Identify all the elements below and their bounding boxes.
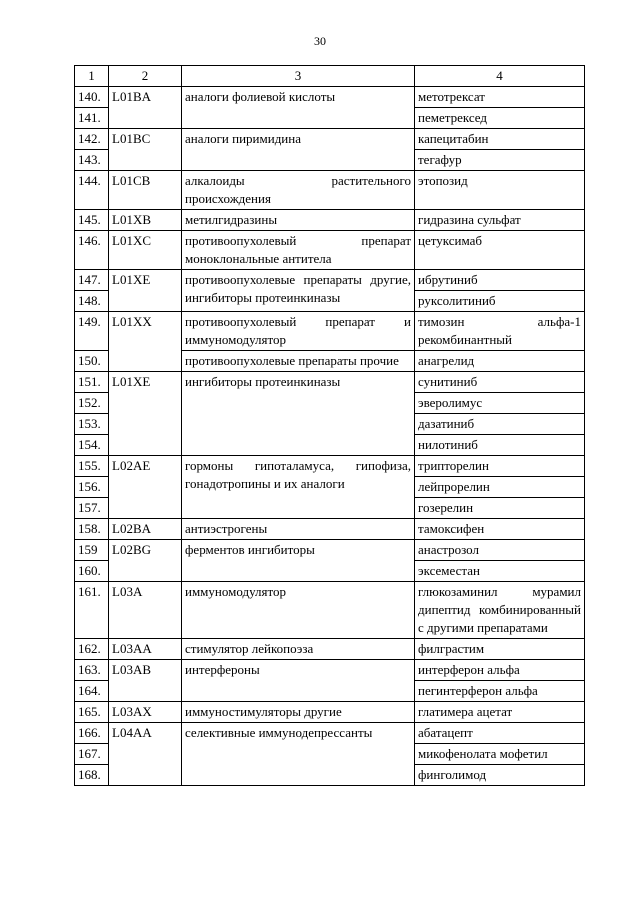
row-number: 151. [75, 372, 109, 393]
row-number: 168. [75, 765, 109, 786]
header-col-1: 1 [75, 66, 109, 87]
atc-code: L01BA [109, 87, 182, 129]
table-row [75, 210, 585, 231]
row-number: 148. [75, 291, 109, 312]
drug-name: трипторелин [415, 456, 585, 477]
atc-code: L02BG [109, 540, 182, 582]
table-row [75, 723, 585, 744]
atc-code: L03AX [109, 702, 182, 723]
atc-code: L01CB [109, 171, 182, 210]
table-row [75, 582, 585, 639]
drug-name: анастрозол [415, 540, 585, 561]
drug-group: интерфероны [182, 660, 415, 702]
row-number: 141. [75, 108, 109, 129]
drug-group: противоопухолевый препарат и иммуномодулятор [182, 312, 415, 351]
drug-group: стимулятор лейкопоэза [182, 639, 415, 660]
header-col-4: 4 [415, 66, 585, 87]
header-col-3: 3 [182, 66, 415, 87]
row-number: 146. [75, 231, 109, 270]
drug-name: глатимера ацетат [415, 702, 585, 723]
drug-group: метилгидразины [182, 210, 415, 231]
atc-code: L01XE [109, 372, 182, 456]
page-number: 30 [314, 34, 326, 48]
row-number: 159 [75, 540, 109, 561]
drug-name: цетуксимаб [415, 231, 585, 270]
drug-name: абатацепт [415, 723, 585, 744]
drug-name: пегинтерферон альфа [415, 681, 585, 702]
drug-name: филграстим [415, 639, 585, 660]
drug-name: капецитабин [415, 129, 585, 150]
row-number: 165. [75, 702, 109, 723]
row-number: 158. [75, 519, 109, 540]
drug-name: нилотиниб [415, 435, 585, 456]
row-number: 167. [75, 744, 109, 765]
drug-group: противоопухолевые препараты другие, ингибиторы протеинкиназы [182, 270, 415, 312]
drug-group: иммуномодулятор [182, 582, 415, 639]
atc-code: L01XB [109, 210, 182, 231]
row-number: 140. [75, 87, 109, 108]
atc-code: L04AA [109, 723, 182, 786]
table-row [75, 660, 585, 681]
drug-name: эверолимус [415, 393, 585, 414]
table-row [75, 372, 585, 393]
atc-code: L02BA [109, 519, 182, 540]
table-row [75, 519, 585, 540]
drug-group: ферментов ингибиторы [182, 540, 415, 582]
drug-group: иммуностимуляторы другие [182, 702, 415, 723]
drug-name: глюкозаминил мурамил дипептид комбинированный с другими препаратами [415, 582, 585, 639]
drug-name: метотрексат [415, 87, 585, 108]
drug-name: лейпрорелин [415, 477, 585, 498]
table-row [75, 312, 585, 351]
atc-code: L03AB [109, 660, 182, 702]
row-number: 149. [75, 312, 109, 351]
drug-name: анагрелид [415, 351, 585, 372]
atc-code: L01XC [109, 231, 182, 270]
row-number: 145. [75, 210, 109, 231]
table-row [75, 702, 585, 723]
table-row [75, 87, 585, 108]
drug-group: алкалоиды растительного происхождения [182, 171, 415, 210]
row-number: 164. [75, 681, 109, 702]
drug-name: микофенолата мофетил [415, 744, 585, 765]
drug-name: гозерелин [415, 498, 585, 519]
table-row [75, 270, 585, 291]
row-number: 154. [75, 435, 109, 456]
row-number: 153. [75, 414, 109, 435]
atc-code: L03AA [109, 639, 182, 660]
drug-name: финголимод [415, 765, 585, 786]
drug-name: ибрутиниб [415, 270, 585, 291]
atc-code: L02AE [109, 456, 182, 519]
table-row [75, 540, 585, 561]
drug-group: аналоги фолиевой кислоты [182, 87, 415, 129]
row-number: 144. [75, 171, 109, 210]
header-col-2: 2 [109, 66, 182, 87]
table-row [75, 171, 585, 210]
drug-name: этопозид [415, 171, 585, 210]
drug-group: антиэстрогены [182, 519, 415, 540]
drug-name: сунитиниб [415, 372, 585, 393]
drug-name: дазатиниб [415, 414, 585, 435]
row-number: 152. [75, 393, 109, 414]
drug-group: аналоги пиримидина [182, 129, 415, 171]
drug-name: эксеместан [415, 561, 585, 582]
drug-name: интерферон альфа [415, 660, 585, 681]
table-row [75, 129, 585, 150]
row-number: 161. [75, 582, 109, 639]
table-row [75, 456, 585, 477]
drug-name: тамоксифен [415, 519, 585, 540]
drug-group: гормоны гипоталамуса, гипофиза, гонадотропины и их аналоги [182, 456, 415, 519]
row-number: 162. [75, 639, 109, 660]
row-number: 166. [75, 723, 109, 744]
drug-name: руксолитиниб [415, 291, 585, 312]
drug-group: ингибиторы протеинкиназы [182, 372, 415, 456]
atc-code: L01BC [109, 129, 182, 171]
row-number: 157. [75, 498, 109, 519]
header-row [75, 66, 585, 87]
atc-code: L01XX [109, 312, 182, 372]
drug-group: селективные иммунодепрессанты [182, 723, 415, 786]
row-number: 150. [75, 351, 109, 372]
row-number: 156. [75, 477, 109, 498]
drug-group: противоопухолевый препарат моноклональные антитела [182, 231, 415, 270]
atc-code: L01XE [109, 270, 182, 312]
table-row [75, 231, 585, 270]
table-row [75, 639, 585, 660]
row-number: 147. [75, 270, 109, 291]
drug-name: тегафур [415, 150, 585, 171]
atc-code: L03A [109, 582, 182, 639]
row-number: 163. [75, 660, 109, 681]
row-number: 143. [75, 150, 109, 171]
drug-name: тимозин альфа-1 рекомбинантный [415, 312, 585, 351]
drug-name: гидразина сульфат [415, 210, 585, 231]
drug-name: пеметрексед [415, 108, 585, 129]
drug-group: противоопухолевые препараты прочие [182, 351, 415, 372]
drug-table [74, 65, 585, 786]
row-number: 160. [75, 561, 109, 582]
row-number: 155. [75, 456, 109, 477]
row-number: 142. [75, 129, 109, 150]
